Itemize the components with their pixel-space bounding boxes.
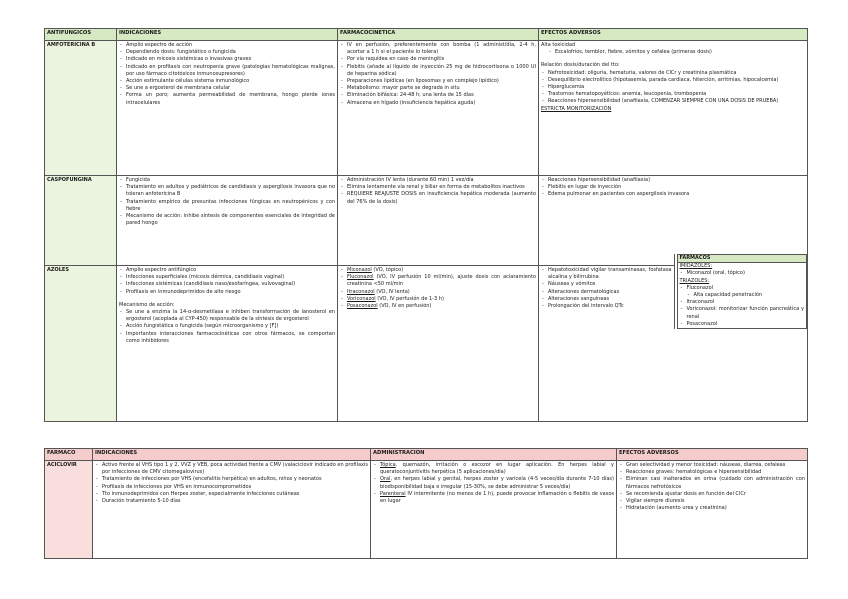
- list-item: - Flebitis en lugar de inyección: [541, 184, 805, 191]
- antiviral-table: [44, 448, 808, 559]
- list-item: - Fluconazol: [680, 285, 805, 292]
- list-item: - Reacciones graves: hematológicas e hipersensibilidad: [619, 469, 805, 476]
- list-item: - Tratamiento empírico de presuntas infecciones fúngicas en neutropénicos y con fiebre: [119, 199, 335, 213]
- list-item: - Indicado en micosis sistémicas o invasivas graves: [119, 56, 335, 63]
- drug-name: AMFOTERICINA B: [45, 41, 117, 176]
- list-item: - Tto inmunodeprimidos con Herpes zoster, especialmente infecciones cutáneas: [95, 491, 368, 498]
- list-item: - Preparaciones lipídicas (en liposomas y en complejo lipídico): [340, 78, 536, 85]
- pharmacokinetics-cell: [338, 266, 539, 422]
- list-item: - Posaconazol: [680, 321, 805, 328]
- adverse-effects-cell: [617, 461, 808, 559]
- drug-link: Miconazol: [347, 267, 372, 273]
- indications-cell: [117, 266, 338, 422]
- pharmacokinetics-cell: [338, 41, 539, 176]
- list-item: - Profilaxis de infecciones por VHS en inmunocomprometidos: [95, 484, 368, 491]
- list-item: - Trastornos hematopoyéticos: anemia, leucopenia, trombopenia: [541, 91, 805, 98]
- list-item: - Administración IV lenta (durante 60 min) 1 vez/día: [340, 177, 536, 184]
- table-header-row: [45, 29, 808, 41]
- list-item: - Se une a ergosterol de membrana celular: [119, 85, 335, 92]
- drug-link: Itraconazol: [347, 288, 375, 295]
- list-item: - Prolongación del intervalo QTc: [541, 303, 672, 310]
- drug-name: CASPOFUNGINA: [45, 176, 117, 266]
- list-item: - Desequilibrio electrolítico (hipotasemia, parada cardiaca, hiterción, arritmias, hipocalcemia): [541, 77, 805, 84]
- list-item: - Nefrotoxicidad: oliguria, hematuria, valores de ClCr y creatinina plasmática: [541, 70, 805, 77]
- list-item: - Metabolismo: mayor parte se degrada in situ: [340, 85, 536, 92]
- header-indicaciones: INDICACIONES: [93, 449, 371, 461]
- list-item: - Parenteral IV intermitente (no menos de 1 h), puede provocar inflamación o flebitis de vasos en lugar: [373, 491, 614, 505]
- list-item: - Voriconazol: monitorizar función pancreática y renal: [680, 306, 805, 320]
- route-label: Tópica: [380, 462, 396, 468]
- list-item: - Tratamiento de infecciones por VHS (encefalitis herpética) en adultos, niños y neonatos: [95, 476, 368, 483]
- list-item: - Gran selectividad y menor toxicidad: náuseas, diarrea, cefaleas: [619, 462, 805, 469]
- list-item: - Miconazol (VO, tópico): [340, 267, 536, 274]
- list-item: - Duración tratamiento 5-10 días: [95, 498, 368, 505]
- list-item: - Edema pulmonar en pacientes con aspergilosis invasora: [541, 191, 805, 198]
- section-title: Mecanismo de acción:: [119, 301, 175, 308]
- list-item: - Profilaxis en inmunodeprimidos de alto riesgo: [119, 289, 335, 296]
- list-item: - Almacena en hígado (insuficiencia hepática aguda): [340, 100, 536, 107]
- list-item: - Acción fungistática o fungicida (según microorganismo y [F]): [119, 323, 335, 330]
- indications-cell: [93, 461, 371, 559]
- list-item: - Posaconazol (VO, IV en perfusión): [340, 303, 536, 310]
- list-item: - Miconazol (oral, tópico): [680, 270, 805, 277]
- list-item: - Reacciones hipersensibilidad (anafilaxia, COMENZAR SIEMPRE CON UNA DOSIS DE PRUEBA): [541, 98, 805, 105]
- header-indicaciones: INDICACIONES: [117, 29, 338, 41]
- row-azoles: [45, 266, 808, 422]
- list-item: - Amplio espectro de acción: [119, 42, 335, 49]
- drug-link: Fluconazol: [347, 274, 374, 281]
- section-title: Relación dosis/duración del tto:: [541, 62, 620, 69]
- row-caspofungina: [45, 176, 808, 266]
- route-label: Parenteral: [380, 490, 406, 497]
- list-item: - Importantes interacciones farmacocinéticas con otros fármacos, se comportan como inhibidores: [119, 331, 335, 345]
- list-item: - Náuseas y vómitos: [541, 281, 672, 288]
- list-item: - Itraconazol: [680, 299, 805, 306]
- header-farmacocinetica: FARMACOCINETICA: [338, 29, 539, 41]
- list-item: - IV en perfusión, preferentemente con bomba (1 administ/día, 2-4 h, acortar a 1 h si el paciente lo tolera): [340, 42, 536, 56]
- list-item: - Forma un poro; aumenta permeabilidad de membrana, hongo pierde iones intracelulares: [119, 92, 335, 106]
- header-administracion: ADMINISTRACION: [371, 449, 617, 461]
- monitoring-note: ESTRICTA MONITORIZACIÓN: [541, 105, 612, 112]
- list-item: - REQUIERE REAJUSTE DOSIS en insuficiencia hepática moderada (aumento del 76% de la dosis): [340, 191, 536, 205]
- route-label: Oral: [380, 476, 391, 483]
- list-item: - Elimina lentamente vía renal y biliar en forma de metabolitos inactivos: [340, 184, 536, 191]
- header-farmaco: FARMACO: [45, 449, 93, 461]
- pharmacokinetics-cell: [338, 176, 539, 266]
- list-item: - Hepatotoxicidad vigilar transaminasas, fosfatasa alcalina y bilirrubina: [541, 267, 672, 281]
- list-item: - Activo frente al VHS tipo 1 y 2, VVZ y VEB, poca actividad frente a CMV (valaciclovir indicado en profilaxis por infecciones de CMV citomegalovirus): [95, 462, 368, 476]
- list-item: - Indicado en profilaxis con neutropenia grave (patologías hematológicas malignas, por uso fármaco citotóxicos inmunosupresores): [119, 64, 335, 78]
- list-item: - Amplio espectro antifúngico: [119, 267, 335, 274]
- drug-name: ACICLOVIR: [45, 461, 93, 559]
- list-item: - Tópica, quemazón, irritación o escozor en lugar aplicación. En herpes labial y queratoconjuntivitis herpética (5 aplicaciones/día): [373, 462, 614, 476]
- list-item: - Voriconazol (VO, IV perfusión de 1-3 h): [340, 296, 536, 303]
- section-title: Alta toxicidad: [541, 42, 576, 48]
- list-item: - Se recomienda ajustar dosis en función del ClCr: [619, 491, 805, 498]
- header-antifungicos: ANTIFUNGICOS: [45, 29, 117, 41]
- farmacos-title: FARMACOS: [678, 255, 807, 263]
- list-item: - Vigilar siempre diuresis: [619, 498, 805, 505]
- list-item: - Alteraciones sanguíneas: [541, 296, 672, 303]
- list-item: - Hiperglucemia: [541, 84, 805, 91]
- adverse-effects-cell: [539, 255, 808, 422]
- list-item: - Hidratación (aumento urea y creatinina): [619, 505, 805, 512]
- farmacos-box: [677, 254, 808, 329]
- list-item: - Fungicida: [119, 177, 335, 184]
- list-item: - Eliminación bifásica: 24-48 h; una lenta de 15 días: [340, 92, 536, 99]
- indications-cell: [117, 176, 338, 266]
- list-item: - Acción estimulante células sistema inmunológico: [119, 78, 335, 85]
- list-item: - Fluconazol (VO, IV perfusión 10 ml/min), ajuste dosis con aclaramiento creatinina <50 ml/min: [340, 274, 536, 288]
- indications-cell: [117, 41, 338, 176]
- header-efectos-adversos: EFECTOS ADVERSOS: [617, 449, 808, 461]
- list-item: - Flebitis (añade al líquido de inyección 25 mg de hidrocortisona o 1000 UI de heparina sódica): [340, 64, 536, 78]
- adverse-effects-cell: [539, 41, 808, 176]
- list-item: - Eliminan casi inalterados en orina (cuidado con administración con fármacos nefrotóxicos: [619, 476, 805, 490]
- adverse-effects-cell: [539, 176, 808, 266]
- list-item: - Alta capacidad penetración: [680, 292, 805, 299]
- list-item: - Dependiendo dosis: fungistático o fungicida: [119, 49, 335, 56]
- list-item: - Infecciones superficiales (micosis dérmica, candidiasis vaginal): [119, 274, 335, 281]
- list-item: - Se une a enzima la 14-α-desmetilasa e inhiben transformación de lanosterol en ergosterol (acoplada al CYP-450) responsable de la síntesis de ergosterol: [119, 309, 335, 323]
- row-aciclovir: [45, 461, 808, 559]
- antifungals-table: [44, 28, 808, 422]
- list-item: - Mecanismo de acción: inhibe síntesis de componentes esenciales de integridad de pared hongo: [119, 213, 335, 227]
- imidazoles-title: IMIDAZOLES:: [679, 263, 713, 270]
- triazoles-title: TRIAZOLES:: [679, 277, 710, 284]
- administration-cell: [371, 461, 617, 559]
- list-item: - Escalofríos, temblor, fiebre, vómitos y cefalea (primeras dosis): [541, 49, 805, 56]
- header-efectos-adversos: EFECTOS ADVERSOS: [539, 29, 808, 41]
- row-amfotericina: [45, 41, 808, 176]
- list-item: - Tratamiento en adultos y pediátricos de candidiasis y aspergilosis invasora que no toleran anfotericina B: [119, 184, 335, 198]
- drug-link: Posaconazol: [347, 303, 378, 310]
- drug-name: AZOLES: [45, 266, 117, 422]
- list-item: - Alteraciones dermatológicas: [541, 289, 672, 296]
- list-item: - Oral, en herpes labial y genital, herpes zoster y varicela (4-5 veces/día durante 7-10 días) biodisponibilidad baja e irregular (15-30%, se debe administrar 5 veces/día): [373, 476, 614, 490]
- list-item: - Itraconazol (VO, IV lenta): [340, 289, 536, 296]
- list-item: - Infecciones sistémicas (candidiasis naso/esofaríngea, vulvovaginal): [119, 281, 335, 288]
- list-item: - Por vía raquídea en caso de meningitis: [340, 56, 536, 63]
- drug-link: Voriconazol: [347, 295, 376, 302]
- table-header-row: [45, 449, 808, 461]
- list-item: - Reacciones hipersensibilidad (anafilaxia): [541, 177, 805, 184]
